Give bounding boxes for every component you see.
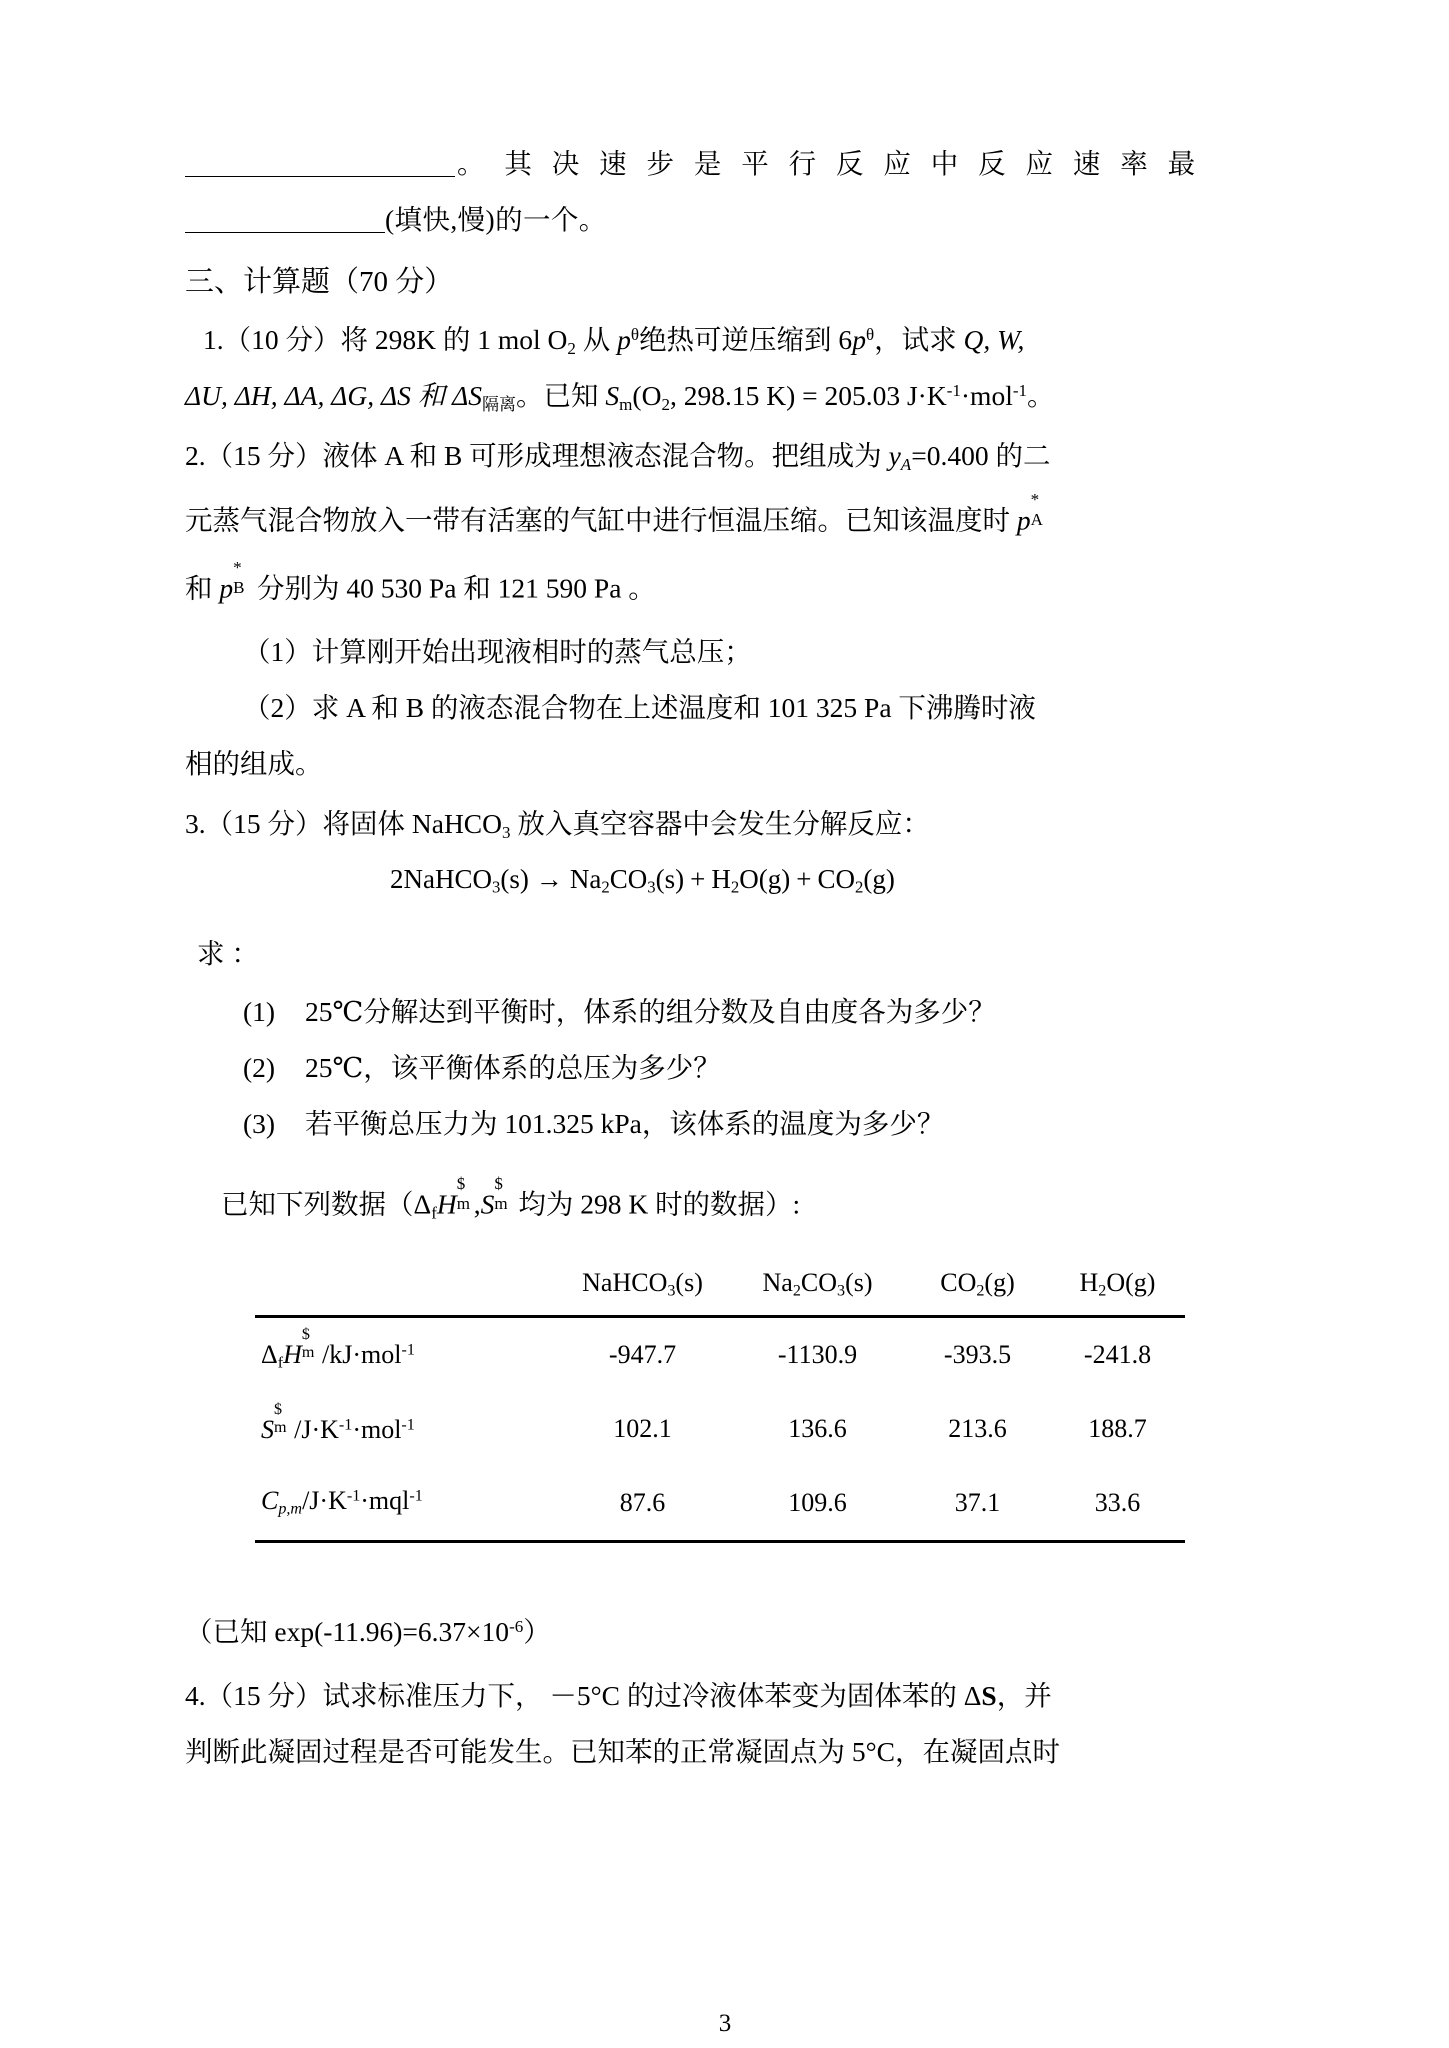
exp-note — [185, 1618, 551, 1646]
cell-value: -1130.9 — [777, 1339, 858, 1369]
p2-pressures: 分别为 40 530 Pa 和 121 590 Pa 。 — [250, 572, 656, 604]
p3-text-b: 放入真空容器中会发生分解反应： — [510, 808, 930, 839]
column-header-na2co3 — [730, 1268, 905, 1315]
problem-2-sub-2: （2）求 A 和 B 的液态混合物在上述温度和 101 325 Pa 下沸腾时液 — [243, 692, 1036, 723]
problem-2-line-2 — [185, 490, 1048, 536]
chemical-equation — [390, 866, 895, 896]
r0-scripts — [301, 1325, 318, 1363]
problem-3-sub-1 — [243, 998, 996, 1026]
p2-pA-sub: A — [1030, 509, 1043, 529]
table-row — [255, 1466, 1185, 1542]
given-comma: , — [473, 1188, 481, 1220]
p1-unit-mol: ·mol — [960, 380, 1013, 411]
eq-p1-mid: CO — [609, 864, 648, 894]
cell-value: 213.6 — [948, 1413, 1007, 1443]
col0-name: NaHCO — [582, 1268, 668, 1297]
r2-unit: /J·K — [302, 1486, 347, 1516]
p2-pB-sub: B — [233, 577, 245, 597]
r0-unit-sup: -1 — [401, 1341, 415, 1359]
p3-text-a: 3.（15 分）将固体 NaHCO — [185, 808, 503, 839]
table-corner-cell — [255, 1268, 555, 1315]
section-heading: 三、计算题（70 分） — [185, 266, 454, 298]
p1-sub-2: 2 — [661, 394, 670, 414]
problem-3-ask: 求 ： — [197, 938, 259, 969]
col1-state: (s) — [845, 1268, 873, 1297]
p1-known-text: 。已知 — [516, 380, 606, 411]
given-symbol-H: H — [436, 1188, 457, 1220]
p2-pA-scripts — [1030, 490, 1048, 530]
problem-3-sub-2 — [243, 1054, 721, 1082]
problem-3-given-data — [221, 1174, 801, 1223]
col2-name: CO — [940, 1268, 977, 1297]
cell-value: 102.1 — [613, 1413, 672, 1443]
fill-in-line-1-text: 。 其 决 速 步 是 平 行 反 应 中 反 应 速 率 最 — [457, 148, 1202, 179]
column-header-nahco3 — [555, 1268, 730, 1315]
cell-value: -241.8 — [1083, 1339, 1152, 1369]
problem-1-label: 1.（10 分） — [203, 324, 341, 355]
p1-period: 。 — [1027, 380, 1055, 411]
p2-pB-scripts — [233, 558, 250, 598]
row-label-entropy — [255, 1392, 555, 1466]
r1-sup: $ — [274, 1401, 283, 1419]
r0-sup: $ — [301, 1325, 310, 1343]
col1-name: Na — [762, 1268, 793, 1297]
col0-sub: 3 — [667, 1282, 676, 1300]
p3-sub-3: 3 — [502, 822, 511, 842]
fill-in-line-2-text: (填快,慢)的一个。 — [385, 204, 607, 235]
col3-name: H — [1079, 1268, 1099, 1297]
p1-unit-sup-2: -1 — [1012, 381, 1028, 401]
col1-sub: 2 — [792, 1282, 801, 1300]
column-header-h2o — [1050, 1268, 1185, 1315]
eq-p3-sub: 2 — [854, 877, 864, 897]
cell-value: 109.6 — [788, 1487, 847, 1517]
p1-symbol-S: S — [605, 380, 620, 411]
row-label-heat-capacity — [255, 1466, 555, 1542]
r2-unit-sup: -1 — [346, 1487, 361, 1505]
r1-unit: /J·K — [294, 1415, 339, 1444]
column-header-co2 — [905, 1268, 1050, 1315]
p2-text-b: 元蒸气混合物放入一带有活塞的气缸中进行恒温压缩。已知该温度时 — [185, 504, 1017, 536]
row-label-enthalpy — [255, 1316, 555, 1392]
r0-sub: m — [301, 1344, 315, 1362]
p1-text-d: ，试求 — [874, 324, 964, 355]
p1-symbol-p2: p — [852, 324, 866, 355]
p4-symbol-S: S — [981, 1680, 997, 1711]
cell-value: 87.6 — [619, 1487, 666, 1517]
eq-p2-sub: 2 — [730, 877, 740, 897]
problem-3-line-1 — [185, 810, 930, 841]
given-H-scripts — [456, 1174, 474, 1214]
r2-pm: p,m — [278, 1500, 303, 1518]
problem-4-line-1 — [185, 1682, 1052, 1710]
p2-symbol-pA: p — [1016, 504, 1031, 536]
given-text-b: 均为 298 K 时的数据）: — [511, 1188, 801, 1220]
p1-symbol-p: p — [617, 324, 631, 355]
r0-f: f — [277, 1354, 284, 1372]
eq-lhs-sub: 3 — [492, 877, 501, 897]
given-S-scripts — [494, 1174, 511, 1214]
problem-3-sub-3 — [243, 1110, 944, 1138]
eq-p2-mid: O(g) — [739, 864, 791, 894]
cell-value: 188.7 — [1088, 1413, 1147, 1443]
r1-unit-sup: -1 — [338, 1416, 353, 1434]
p1-text-c: 绝热可逆压缩到 6 — [639, 324, 853, 355]
p1-text-a: 将 298K 的 1 mol O — [340, 324, 568, 355]
col2-sub: 2 — [976, 1282, 985, 1300]
cell-value: 33.6 — [1094, 1487, 1141, 1517]
r0-delta: Δ — [261, 1339, 278, 1369]
p2-symbol-pB: p — [219, 572, 234, 604]
p1-qw: Q, W, — [963, 324, 1025, 355]
p3-sub-1-number: (1) — [243, 996, 276, 1027]
answer-blank-2[interactable] — [185, 232, 385, 233]
p1-unit-sup-1: -1 — [946, 381, 961, 401]
col3-state: (g) — [1125, 1268, 1156, 1297]
table-row — [255, 1392, 1185, 1466]
r1-unit2-sup: -1 — [401, 1416, 415, 1434]
exp-note-sup: -6 — [509, 1617, 524, 1637]
p1-text-b: 从 — [575, 324, 618, 355]
p2-text-a: 2.（15 分）液体 A 和 B 可形成理想液态混合物。把组成为 — [185, 440, 889, 471]
problem-2-sub-2-cont: 相的组成。 — [185, 748, 323, 779]
given-S-sup: $ — [494, 1174, 503, 1194]
p3-sub-2-number: (2) — [243, 1052, 276, 1083]
p1-paren-o: (O — [632, 380, 662, 411]
cell-value: 37.1 — [954, 1487, 1001, 1517]
r0-H: H — [283, 1339, 302, 1369]
eq-arrow: → — [535, 864, 563, 894]
answer-blank-1[interactable] — [185, 176, 455, 177]
eq-plus-1: + — [690, 864, 706, 894]
r0-unit: /kJ·mol — [322, 1339, 402, 1369]
p1-sup-theta: θ — [630, 325, 640, 345]
eq-lhs: 2NaHCO — [390, 864, 492, 894]
page-number: 3 — [718, 2010, 732, 2037]
given-S-sub: m — [494, 1193, 508, 1213]
r2-unit2: ·mql — [360, 1486, 410, 1516]
problem-1-line-2 — [185, 382, 1055, 413]
problem-4-line-2: 判断此凝固过程是否可能发生。已知苯的正常凝固点为 5°C，在凝固点时 — [185, 1736, 1060, 1767]
cell-value: 136.6 — [788, 1413, 847, 1443]
r1-sub: m — [274, 1419, 287, 1437]
given-sub-f: f — [431, 1203, 437, 1223]
p1-thermo-symbols: ΔU, ΔH, ΔA, ΔG, ΔS 和 ΔS — [185, 380, 482, 411]
eq-p2: H — [711, 864, 731, 894]
given-symbol-S: S — [480, 1188, 495, 1220]
eq-p3-state: (g) — [863, 864, 895, 894]
p2-sub-A: A — [900, 454, 912, 474]
eq-p1-sub1: 2 — [601, 877, 610, 897]
r2-C: C — [261, 1486, 279, 1516]
r1-scripts — [274, 1401, 290, 1438]
exp-note-close: ） — [523, 1616, 551, 1647]
problem-2-line-3 — [185, 558, 656, 604]
p4-text-b: ，并 — [996, 1680, 1052, 1711]
fill-in-line-2 — [185, 206, 607, 234]
eq-p3: CO — [817, 864, 855, 894]
exp-note-text: （已知 exp(-11.96)=6.37×10 — [185, 1616, 510, 1647]
p2-symbol-y: y — [888, 440, 901, 471]
table-header-row — [255, 1268, 1185, 1315]
col1-name2: CO — [800, 1268, 837, 1297]
p1-value: , 298.15 K) = 205.03 J·K — [669, 380, 947, 411]
p3-sub-3-number: (3) — [243, 1108, 276, 1139]
p3-sub-1-text: 25℃分解达到平衡时，体系的组分数及自由度各为多少？ — [305, 996, 996, 1027]
given-H-sup: $ — [456, 1174, 466, 1194]
table-row — [255, 1316, 1185, 1392]
eq-plus-2: + — [796, 864, 812, 894]
problem-1-line-1 — [203, 326, 1024, 357]
p2-text-and: 和 — [185, 572, 220, 604]
col0-state: (s) — [675, 1268, 703, 1297]
cell-value: -393.5 — [943, 1339, 1012, 1369]
eq-lhs-state: (s) — [500, 864, 529, 894]
r1-unit2: ·mol — [352, 1415, 402, 1444]
col3-sub: 2 — [1098, 1282, 1107, 1300]
problem-2-sub-1: （1）计算刚开始出现液相时的蒸气总压； — [243, 636, 752, 667]
eq-p1-state: (s) — [655, 864, 685, 894]
r1-S: S — [261, 1415, 274, 1444]
p2-pA-star: * — [1030, 490, 1040, 510]
given-text-a: 已知下列数据（Δ — [221, 1188, 432, 1220]
col2-state: (g) — [984, 1268, 1015, 1297]
problem-2-line-1 — [185, 442, 1050, 473]
r2-unit2-sup: -1 — [409, 1487, 423, 1505]
given-H-sub: m — [456, 1193, 470, 1213]
p3-sub-2-text: 25℃，该平衡体系的总压为多少？ — [305, 1052, 721, 1083]
cell-value: -947.7 — [608, 1339, 677, 1369]
p2-value: =0.400 的二 — [911, 440, 1051, 471]
p1-sup-theta2: θ — [865, 325, 875, 345]
p1-sub-o2: 2 — [567, 338, 576, 358]
p3-sub-3-text: 若平衡总压力为 101.325 kPa，该体系的温度为多少？ — [305, 1108, 945, 1139]
p1-sub-m: m — [619, 394, 633, 414]
p4-text-a: 4.（15 分）试求标准压力下， －5°C 的过冷液体苯变为固体苯的 Δ — [185, 1680, 982, 1711]
table-bottom-rule — [255, 1541, 1185, 1543]
thermodynamic-data-table — [255, 1268, 1185, 1543]
p2-pB-star: * — [233, 558, 242, 578]
eq-p1-sub2: 3 — [647, 877, 656, 897]
col1-sub2: 3 — [837, 1282, 846, 1300]
eq-p1: Na — [569, 864, 602, 894]
fill-in-line-1 — [185, 150, 1202, 178]
col3-name2: O — [1106, 1268, 1126, 1297]
p1-sub-isolated: 隔离 — [481, 394, 517, 414]
